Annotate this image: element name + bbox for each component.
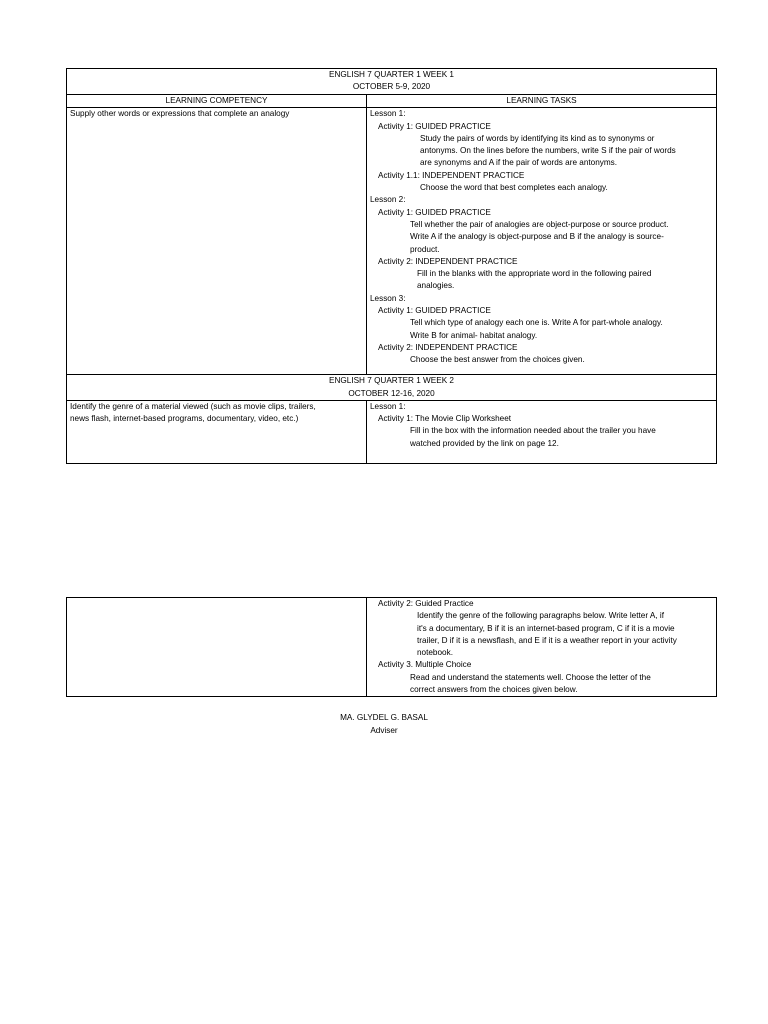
lesson-plan-table-page1 <box>66 68 717 464</box>
continuation-empty-cell <box>67 598 367 697</box>
task-line: Read and understand the statements well. Choose the letter of the <box>410 672 651 682</box>
task-line: Choose the best answer from the choices given. <box>410 355 585 365</box>
task-line: watched provided by the link on page 12. <box>410 438 559 448</box>
task-line: trailer, D if it is a newsflash, and E if it is a weather report in your activity <box>417 635 677 645</box>
task-line: Activity 1: GUIDED PRACTICE <box>378 121 491 131</box>
task-line: analogies. <box>417 281 455 291</box>
lesson-plan-table-continuation <box>66 597 717 697</box>
week1-title: ENGLISH 7 QUARTER 1 WEEK 1 <box>329 70 454 79</box>
task-line: Fill in the blanks with the appropriate word in the following paired <box>417 269 652 279</box>
task-line: Activity 1: GUIDED PRACTICE <box>378 207 491 217</box>
signature-role: Adviser <box>370 726 398 735</box>
task-line: Study the pairs of words by identifying its kind as to synonyms or <box>420 133 655 143</box>
task-line: Activity 3. Multiple Choice <box>378 660 472 670</box>
task-line: Lesson 2: <box>370 195 406 205</box>
task-line: Identify the genre of the following paragraphs below. Write letter A, if <box>417 611 664 621</box>
week1-tasks-cell <box>367 108 717 375</box>
task-line: Tell which type of analogy each one is. Write A for part-whole analogy. <box>410 318 663 328</box>
week2-tasks-cell <box>367 400 717 463</box>
task-line: product. <box>410 244 440 254</box>
task-line: it's a documentary, B if it is an internet-based program, C if it is a movie <box>417 623 675 633</box>
column-header-tasks: LEARNING TASKS <box>367 95 717 108</box>
signature-name: MA. GLYDEL G. BASAL <box>340 713 428 722</box>
task-line: Lesson 1: <box>370 109 406 119</box>
task-line: Write B for animal- habitat analogy. <box>410 330 538 340</box>
task-line: Activity 2: INDEPENDENT PRACTICE <box>378 342 518 352</box>
task-line: Activity 2: INDEPENDENT PRACTICE <box>378 256 518 266</box>
task-line: Activity 1.1: INDEPENDENT PRACTICE <box>378 170 525 180</box>
task-line: Fill in the box with the information needed about the trailer you have <box>410 426 656 436</box>
task-line: correct answers from the choices given below. <box>410 685 578 695</box>
week2-competency-line: news flash, internet-based programs, documentary, video, etc.) <box>70 414 299 424</box>
column-header-competency: LEARNING COMPETENCY <box>67 95 367 108</box>
task-line: Activity 2: Guided Practice <box>378 599 474 608</box>
task-line: Tell whether the pair of analogies are object-purpose or source product. <box>410 219 669 229</box>
week2-competency-cell <box>67 400 367 463</box>
week2-task-list <box>370 401 713 450</box>
week1-dates: OCTOBER 5-9, 2020 <box>352 82 431 92</box>
week2-title: ENGLISH 7 QUARTER 1 WEEK 2 <box>329 376 454 386</box>
task-line: are synonyms and A if the pair of words are antonyms. <box>420 158 618 168</box>
week1-header-cell <box>67 69 717 95</box>
week1-competency-cell <box>67 108 367 375</box>
continuation-task-list <box>370 598 713 696</box>
task-line: Choose the word that best completes each analogy. <box>420 183 608 193</box>
week1-competency-text: Supply other words or expressions that complete an analogy <box>70 109 290 119</box>
week1-task-list <box>370 108 713 366</box>
task-line: Lesson 3: <box>370 293 406 303</box>
continuation-tasks-cell <box>367 598 717 697</box>
task-line: antonyms. On the lines before the numbers, write S if the pair of words <box>420 146 676 156</box>
task-line: Activity 1: GUIDED PRACTICE <box>378 306 491 316</box>
task-line: notebook. <box>417 648 453 658</box>
week2-header-cell <box>67 375 717 401</box>
week2-competency-line: Identify the genre of a material viewed (such as movie clips, trailers, <box>70 401 316 411</box>
task-line: Lesson 1: <box>370 401 406 411</box>
week2-dates: OCTOBER 12-16, 2020 <box>348 388 435 398</box>
task-line: Write A if the analogy is object-purpose and B if the analogy is source- <box>410 232 664 242</box>
task-line: Activity 1: The Movie Clip Worksheet <box>378 414 512 424</box>
